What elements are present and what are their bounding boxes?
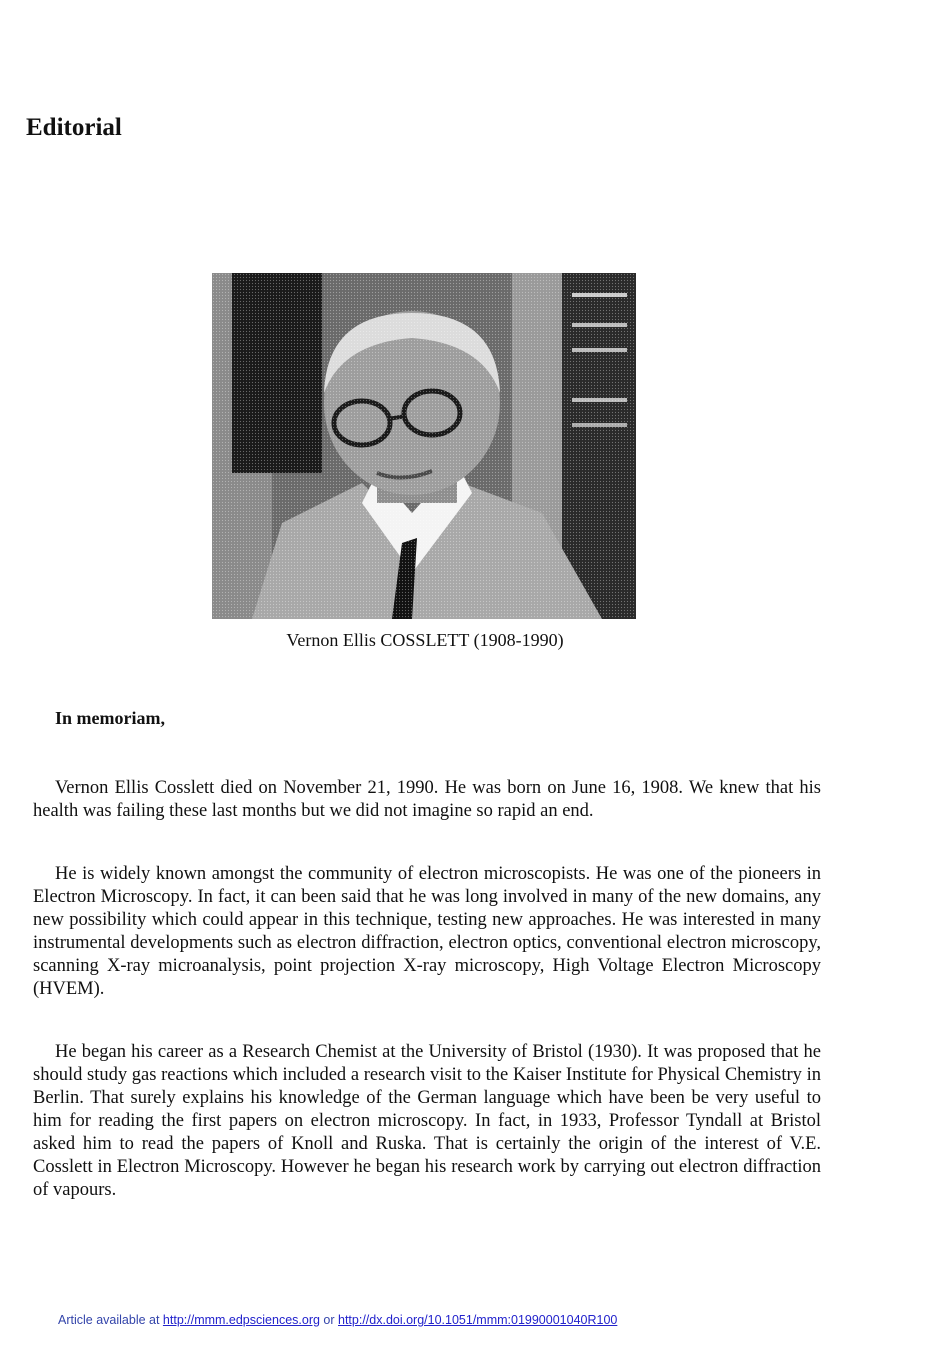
paragraph-3: He began his career as a Research Chemist at the University of Bristol (1930). It was proposed that he should study gas reactions which included a research visit to the Kaiser Institute for Physical Chemistry in Berlin. That surely explains his knowledge of the German language which have been be very useful to him for reading the first papers on electron microscopy. In fact, in 1933, Professor Tyndall at Bristol asked him to read the papers of Knoll and Ruska. That is certainly the origin of the interest of V.E. Cosslett in Electron Microscopy. However he began his research work by carrying out electron diffraction of vapours. xyxy=(33,1042,821,1200)
edpsciences-link[interactable]: http://mmm.edpsciences.org xyxy=(162,1313,320,1327)
page-heading: Editorial xyxy=(26,114,122,141)
in-memoriam-heading: In memoriam, xyxy=(55,708,165,728)
portrait-photo xyxy=(212,273,636,619)
paragraph-1: Vernon Ellis Cosslett died on November 21, 1990. He was born on June 16, 1908. We knew that his health was failing these last months but we did not imagine so rapid an end. xyxy=(33,778,821,821)
footer-separator: or xyxy=(319,1313,338,1327)
photo-caption: Vernon Ellis COSSLETT (1908-1990) xyxy=(286,630,564,650)
article-footer xyxy=(58,1312,617,1328)
doi-link[interactable]: http://dx.doi.org/10.1051/mmm:01990001040R100 xyxy=(338,1313,618,1327)
paragraph-2: He is widely known amongst the community of electron microscopists. He was one of the pioneers in Electron Microscopy. In fact, it can been said that he was long involved in many of the new domains, any new possibility which could appear in this technique, testing new approaches. He was interested in many instrumental developments such as electron diffraction, electron optics, conventional electron microscopy, scanning X-ray microanalysis, point projection X-ray microscopy, High Voltage Electron Microscopy (HVEM). xyxy=(33,864,821,999)
footer-prefix: Article available at xyxy=(58,1313,163,1327)
